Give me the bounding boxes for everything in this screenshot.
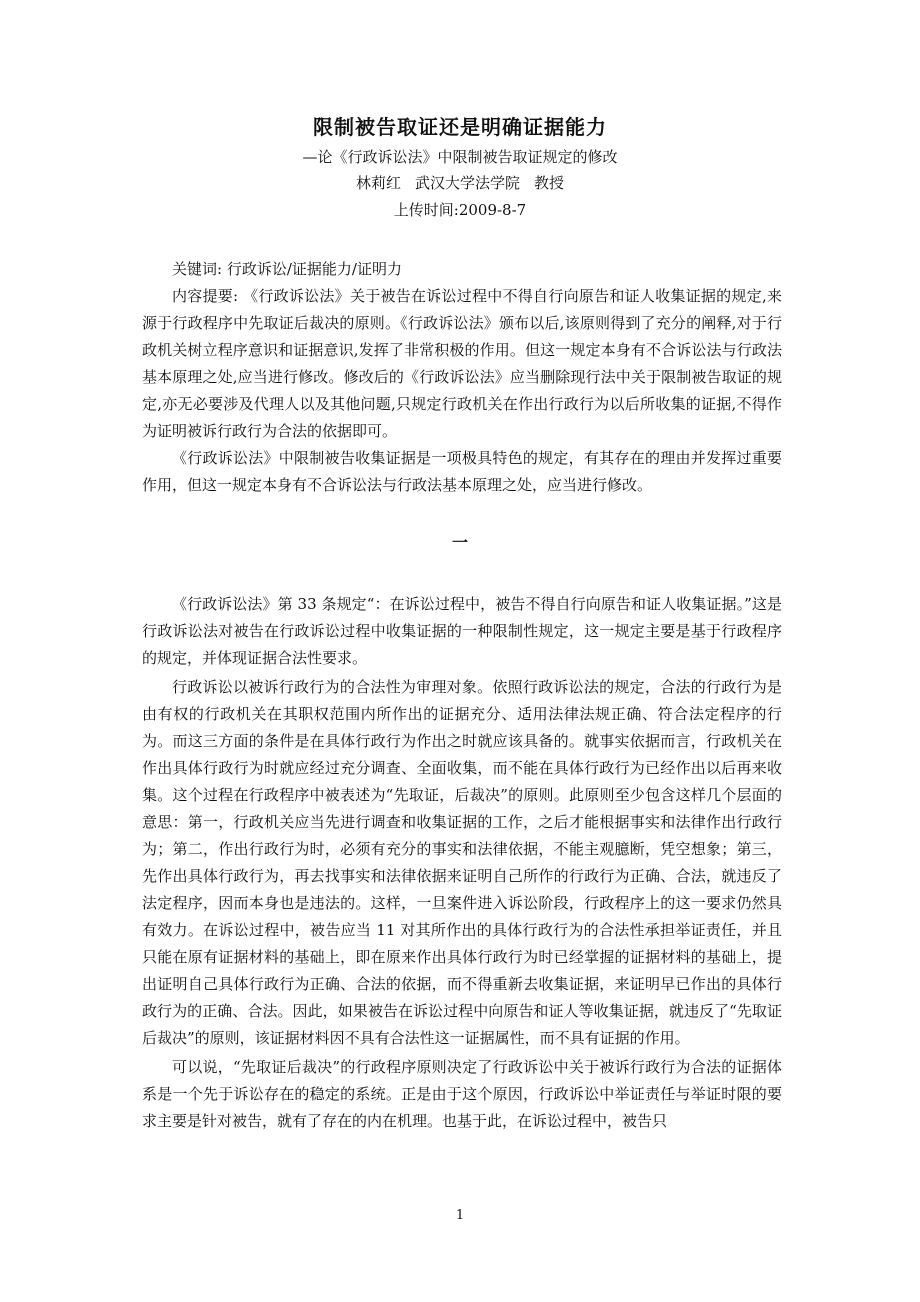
keywords-block [142,256,782,283]
author-affiliation: 武汉大学法学院 [414,174,520,192]
abstract-block [142,283,782,499]
page-number: 1 [455,1208,465,1223]
abstract-text: 《行政诉讼法》关于被告在诉讼过程中不得自行向原告和证人收集证据的规定,来源于行政程序中先取证后裁决的原则。《行政诉讼法》颁布以后,该原则得到了充分的阐释,对于行政机关树立程序意识和证据意识,发挥了非常积极的作用。但这一规定本身有不合诉讼法与行政法基本原理之处,应当进行修改。修改后的《行政诉讼法》应当删除现行法中关于限制被告取证的规定,亦无必要涉及代理人以及其他问题,只规定行政机关在作出行政行为以后所收集的证据,不得作为证明被诉行政行为合法的依据即可。 [142,287,782,440]
document-title: 限制被告取证还是明确证据能力 [313,115,607,139]
section-heading: 一 [451,533,468,552]
body-paragraph: 可以说，“先取证后裁决”的行政程序原则决定了行政诉讼中关于被诉行政行为合法的证据体系是一个先于诉讼存在的稳定的系统。正是由于这个原因，行政诉讼中举证责任与举证时限的要求主要是针对被告，就有了存在的内在机理。也基于此，在诉讼过程中，被告只 [142,1058,782,1130]
author-position: 教授 [534,174,565,192]
body-paragraph: 行政诉讼以被诉行政行为的合法性为审理对象。依照行政诉讼法的规定，合法的行政行为是由有权的行政机关在其职权范围内所作出的证据充分、适用法律法规正确、符合法定程序的行为。而这三方面的条件是在具体行政行为作出之时就应该具备的。就事实依据而言，行政机关在作出具体行政行为时就应经过充分调查、全面收集，而不能在具体行政行为已经作出以后再来收集。这个过程在行政程序中被表述为“先取证，后裁决”的原则。此原则至少包含这样几个层面的意思：第一，行政机关应当先进行调查和收集证据的工作，之后才能根据事实和法律作出行政行为；第二，作出行政行为时，必须有充分的事实和法律依据，不能主观臆断，凭空想象；第三，先作出具体行政行为，再去找事实和法律依据来证明自己所作的行政行为正确、合法，就违反了法定程序，因而本身也是违法的。这样，一旦案件进入诉讼阶段，行政程序上的这一要求仍然具有效力。在诉讼过程中，被告应当 11 对其所作出的具体行政行为的合法性承担举证责任，并且只能在原有证据材料的基础上，即在原来作出具体行政行为时已经掌握的证据材料的基础上，提出证明自己具体行政行为正确、合法的依据，而不得重新去收集证据，来证明早已作出的具体行政行为的正确、合法。因此，如果被告在诉讼过程中向原告和证人等收集证据，就违反了“先取证后裁决”的原则，该证据材料因不具有合法性这一证据属性，而不具有证据的作用。 [142,678,782,1047]
intro-paragraph: 《行政诉讼法》中限制被告收集证据是一项极具特色的规定，有其存在的理由并发挥过重要作用，但这一规定本身有不合诉讼法与行政法基本原理之处，应当进行修改。 [142,449,782,494]
upload-time: 上传时间:2009-8-7 [393,201,527,219]
author-name: 林莉红 [355,174,401,192]
body-text [142,591,782,1137]
body-paragraph: 《行政诉讼法》第 33 条规定“：在诉讼过程中，被告不得自行向原告和证人收集证据。”这是行政诉讼法对被告在行政诉讼过程中收集证据的一种限制性规定，这一规定主要是基于行政程序的规定，并体现证据合法性要求。 [142,595,782,667]
keywords-label: 关键词: [172,260,223,278]
document-subtitle: —论《行政诉讼法》中限制被告取证规定的修改 [302,148,618,166]
abstract-label: 内容提要: [172,287,239,305]
author-line [0,173,920,193]
keywords-text: 行政诉讼/证据能力/证明力 [226,260,402,278]
